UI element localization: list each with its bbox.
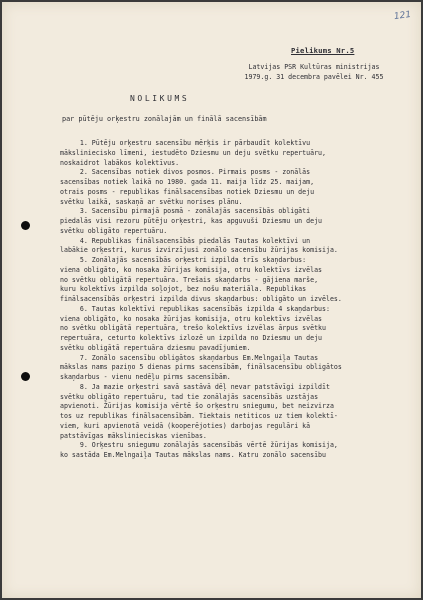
document-subtitle: par pūtēju orķestru zonālajām un finālā sacensībām (62, 115, 267, 123)
body-line: otrais posms - republikas finālsacensības notiek Dziesmu un deju (60, 187, 315, 196)
document-title: NOLIKUMS (130, 94, 190, 103)
body-line: viem, kuri apvienotā veidā (kooperējoties) darbojas regulāri kā (60, 421, 311, 430)
document-page (2, 2, 421, 598)
resolution-reference (219, 63, 409, 83)
resolution-line-1: Latvijas PSR Kultūras ministrijas (248, 63, 380, 71)
body-line: 2. Sacensības notiek divos posmos. Pirmais posms - zonālās (60, 168, 311, 177)
body-line: 6. Tautas kolektīvi republikas sacensībās izpilda 4 skaņdarbus: (60, 304, 330, 313)
body-line: svētku obligātā repertuāra dziesmu pavadījumiem. (60, 343, 251, 352)
document-body (60, 139, 400, 461)
body-line: mākslas nams paziņo 5 dienas pirms sacensībām, finālsacensību obligātos (60, 363, 342, 372)
body-line: finālsacensībās orķestri izpilda divus skaņdarbus: obligāto un izvēles. (60, 295, 342, 303)
body-line: sacensības notiek laikā no 1980. gada 11. maija līdz 25. maijam, (60, 178, 315, 186)
body-line: svētku laikā, saskaņā ar svētku norises plānu. (60, 197, 243, 206)
body-line: tos uz republikas finālsacensībām. Tiektais netiticos uz tiem kolektī- (60, 412, 338, 420)
body-line: 3. Sacensību pirmajā posmā - zonālajās sacensībās obligāti (60, 207, 311, 216)
body-line: mākslinieciskο līmeni, iestudēto Dziesmu un deju svētku repertuāru, (60, 148, 326, 157)
resolution-line-2: 1979.g. 31 decembra pavēlei Nr. 455 (244, 72, 384, 81)
body-line: kuru kolektīvs izpilda soļojot, bez nošu materiāla. Republikas (60, 285, 307, 294)
body-line: 9. Orķestru sniegumu zonālajās sacensībās vērtē žūrijas komisija, (60, 441, 338, 450)
body-line: 5. Zonālajās sacensībās orķestri izpilda trīs skaņdarbus: (60, 256, 307, 264)
body-line: piedalās visi rezoru pūtēju orķestri, kas apguvuši Dziesmu un deju (60, 217, 323, 225)
body-line: viena obligāto, ko nosaka žūrijas komisija, otru kolektīvs izvēlas (60, 265, 323, 274)
body-line: no svētku obligātā repertuāra, trešo kolektīvs izvēlas ārpus svētku (60, 324, 326, 333)
body-line: patstāvīgas mākslinieciskas vienības. (60, 431, 207, 440)
body-line: labākie orķestri, kurus izvirzījusi zonālo sacensību žūrijas komisija. (60, 246, 338, 255)
body-line: svētku obligāto repertuāru, tad tie zonālajās sacensībās uzstājas (60, 392, 319, 401)
body-line: 8. Ja mazie orķestri savā sastāvā dēļ nevar patstāvīgi izpildīt (60, 382, 330, 391)
page-number: 121 (393, 9, 412, 23)
body-line: repertuāra, ceturto kolektīvs izlozē un izpilda no Dziesmu un deju (60, 334, 323, 342)
appendix-label: Pielikums Nr.5 (291, 46, 355, 55)
body-line: 1. Pūtēju orķestru sacensību mērķis ir pārbaudīt kolektīvu (60, 139, 311, 147)
body-line: skaņdarbus - vienu nedēļu pirms sacensībām. (60, 373, 231, 381)
body-line: noskaidrot labākos kolektīvus. (60, 158, 180, 167)
body-line: apvienoti. Žūrijas komisija vērtē šo orķestru sniegumu, bet neizvirza (60, 402, 334, 411)
body-line: viena obligāto, ko nosaka žūrijas komisija, otru kolektīvs izvēlas (60, 314, 323, 323)
body-line: no svētku obligātā repertuāra. Trešais skaņdarbs - gājiena marše, (60, 275, 319, 284)
body-line: svētku obligāto repertuāru. (60, 226, 168, 235)
punch-hole (21, 372, 30, 381)
body-line: ko sastāda Em.Melngaiļa Tautas mākslas nams. Katru zonālo sacensību (60, 451, 326, 459)
body-line: 7. Zonālo sacensību obligātos skaņdarbus Em.Melngaiļa Tautas (60, 353, 319, 362)
punch-hole (21, 221, 30, 230)
body-line: 4. Republikas finālsacensībās piedalās Tautas kolektīvi un (60, 236, 311, 245)
